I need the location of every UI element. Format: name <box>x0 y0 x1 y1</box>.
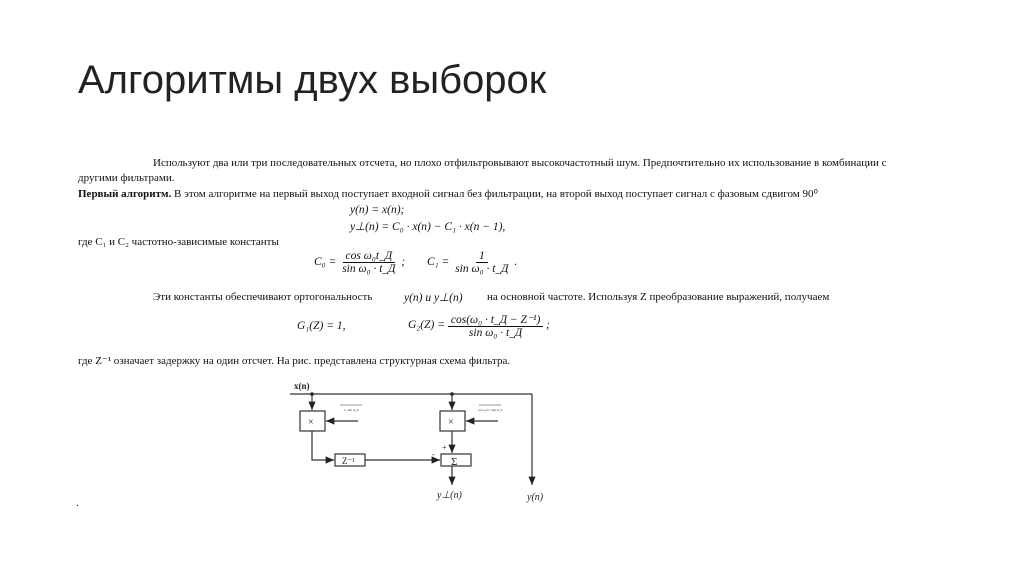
equation-y-perp: y⊥(n) = C₀ · x(n) − C₁ · x(n − 1), <box>350 221 506 233</box>
wire <box>312 431 334 460</box>
c1-end: . <box>514 256 518 269</box>
g2-denominator: sin ω₀ · t_Д <box>468 327 523 339</box>
formula-g1: G₁(Z) = 1, <box>297 320 346 332</box>
g2-lhs: G₂(Z) = <box>408 319 445 332</box>
minus-sign: - <box>432 450 435 459</box>
stray-dot: . <box>76 497 79 509</box>
output-perp-label: y⊥(n) <box>437 490 462 501</box>
c0-lhs: C₀ = <box>314 256 337 269</box>
first-algorithm-text: В этом алгоритме на первый выход поступает входной сигнал без фильтрации, на второй выход поступает сигнал с фазовым сдвигом 90⁰ <box>171 188 818 200</box>
c1-denominator: sin ω₀ · t_Д <box>455 263 509 275</box>
input-label: x(n) <box>294 381 310 391</box>
c1-numerator: 1 <box>476 250 488 263</box>
junction-dot <box>310 392 314 396</box>
c0-sep: ; <box>401 256 406 269</box>
delay-label: Z⁻¹ <box>342 456 355 466</box>
paragraph-intro-cont: другими фильтрами. <box>78 172 175 184</box>
orthogonality-math: y(n) и y⊥(n) <box>404 292 463 304</box>
constants-text: где C₁ и C₂ частотно-зависимые константы <box>78 236 279 248</box>
sum-label: Σ <box>451 456 458 468</box>
equation-y: y(n) = x(n); <box>350 204 405 216</box>
output-label: y(n) <box>527 492 544 503</box>
junction-dot <box>450 392 454 396</box>
slide-title: Алгоритмы двух выборок <box>78 58 547 102</box>
z-transform-text: на основной частоте. Используя Z преобразование выражений, получаем <box>487 291 830 303</box>
delay-text: где Z⁻¹ означает задержку на один отсчет. На рис. представлена структурная схема фильтра. <box>78 355 511 367</box>
c0-numerator: cos ω₀t_Д <box>343 250 396 263</box>
multiplier-label-1: × <box>308 417 314 428</box>
paragraph-intro: Используют два или три последовательных отсчета, но плохо отфильтровывают высокочастотный шум. Предпочтительно их использование в комбинации с <box>153 157 887 169</box>
multiplier-label-2: × <box>448 417 454 428</box>
g2-numerator: cos(ω₀ · t_Д − Z⁻¹) <box>448 312 543 327</box>
orthogonality-text: Эти константы обеспечивают ортогональность <box>153 291 373 303</box>
first-algorithm-heading: Первый алгоритм. <box>78 188 172 200</box>
c1-lhs: C₁ = <box>427 256 450 269</box>
g2-end: ; <box>546 319 551 332</box>
plus-sign: + <box>442 443 447 452</box>
c0-denominator: sin ω₀ · t_Д <box>342 263 396 275</box>
coefficient-label-1: 1 / sin ω₀T <box>343 408 359 412</box>
coefficient-label-2: cos ω₀T / sin ω₀T <box>477 408 503 412</box>
